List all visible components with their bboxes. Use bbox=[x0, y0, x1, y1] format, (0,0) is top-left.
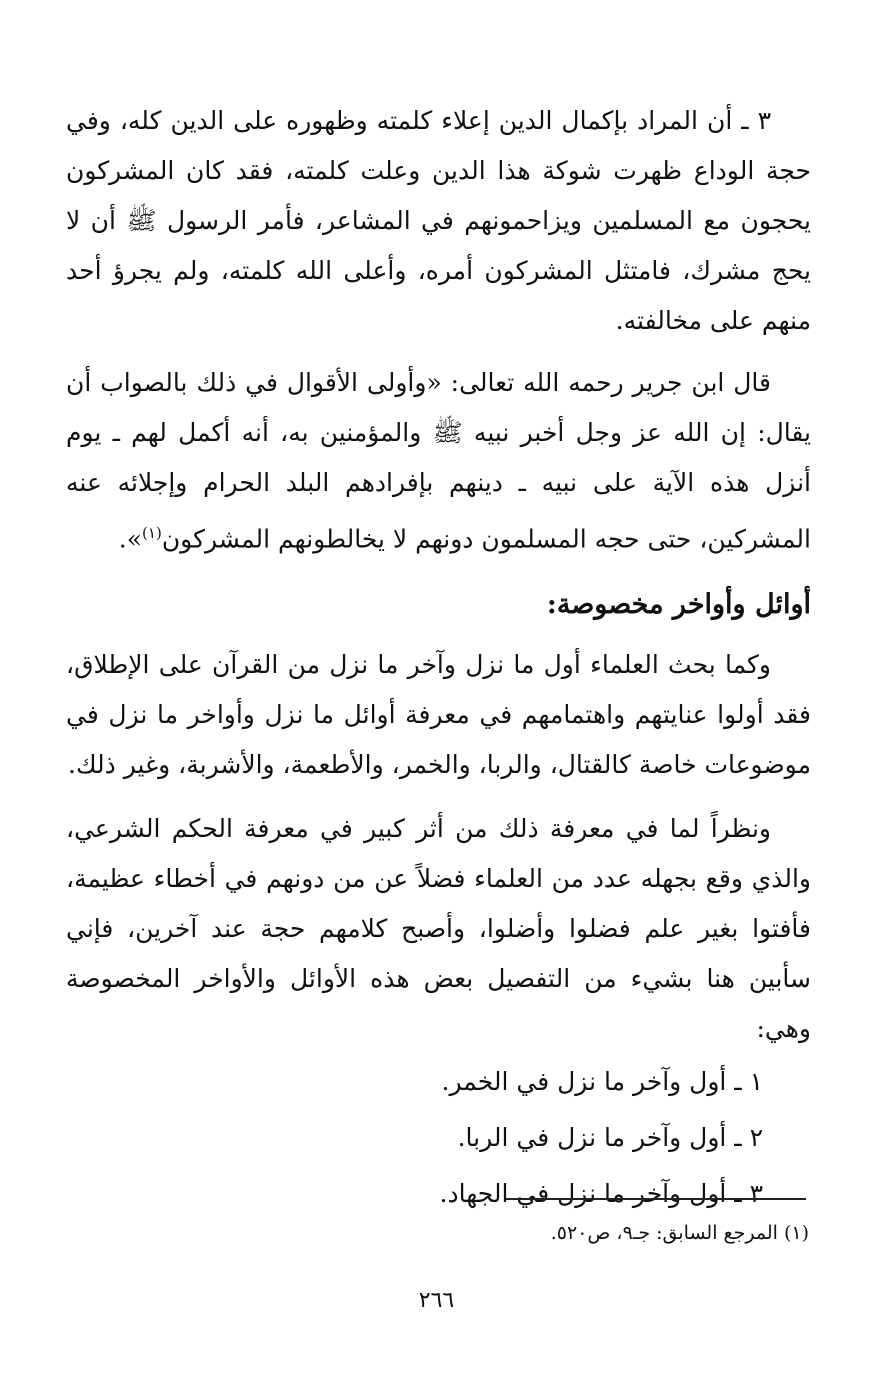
quote-end: ». bbox=[118, 524, 143, 554]
section-heading: أوائل وأواخر مخصوصة: bbox=[546, 589, 811, 621]
page-number: ٢٦٦ bbox=[418, 1288, 455, 1313]
paragraph-importance: ونظراً لما في معرفة ذلك من أثر كبير في معرفة الحكم الشرعي، والذي وقع بجهله عدد من العلماء فضلاً عن من دونهم في أخطاء عظيمة، فأفتوا بغير علم فضلوا وأضلوا، وأصبح كلامهم حجة عند آخرين، فإني سأبين هنا بشيء من التفصيل بعض هذه الأوائل والأواخر المخصوصة وهي: bbox=[66, 814, 812, 1044]
paragraph-ibn-jarir-quote bbox=[66, 358, 811, 564]
footnote-marker: (١) bbox=[142, 524, 162, 542]
list-item: ٢ ـ أول وآخر ما نزل في الربا. bbox=[457, 1123, 763, 1153]
paragraph-completion-of-religion: ٣ ـ أن المراد بإكمال الدين إعلاء كلمته وظهوره على الدين كله، وفي حجة الوداع ظهرت شوكة هذا الدين وعلت كلمته، فقد كان المشركون يحجون مع المسلمين ويزاحمونهم في المشاعر، فأمر الرسول ﷺ أن لا يحج مشرك، فامتثل المشركون أمره، وأعلى الله كلمته، ولم يجرؤ أحد منهم على مخالفته. bbox=[66, 106, 811, 335]
page-body bbox=[66, 96, 811, 1222]
list-item: ٣ ـ أول وآخر ما نزل في الجهاد. bbox=[439, 1179, 763, 1209]
paragraph-scholars-research: وكما بحث العلماء أول ما نزل وآخر ما نزل من القرآن على الإطلاق، فقد أولوا عنايتهم واهتمامهم في معرفة أوائل ما نزل وأواخر ما نزل في موضوعات خاصة كالقتال، والربا، والخمر، والأطعمة، والأشربة، وغير ذلك. bbox=[66, 650, 811, 780]
quote-text: قال ابن جرير رحمه الله تعالى: «وأولى الأقوال في ذلك بالصواب أن يقال: إن الله عز وجل أخبر نبيه ﷺ والمؤمنين به، أنه أكمل لهم ـ يوم أنزل هذه الآية على نبيه ـ دينهم بإفرادهم البلد الحرام وإجلائه عنه المشركين، حتى حجه المسلمون دونهم لا يخالطونهم المشركون bbox=[66, 368, 811, 554]
footnote: (١) المرجع السابق: جـ٩، ص٥٢٠. bbox=[550, 1222, 809, 1244]
list-item: ١ ـ أول وآخر ما نزل في الخمر. bbox=[441, 1067, 763, 1097]
footnote-separator bbox=[506, 1198, 806, 1200]
